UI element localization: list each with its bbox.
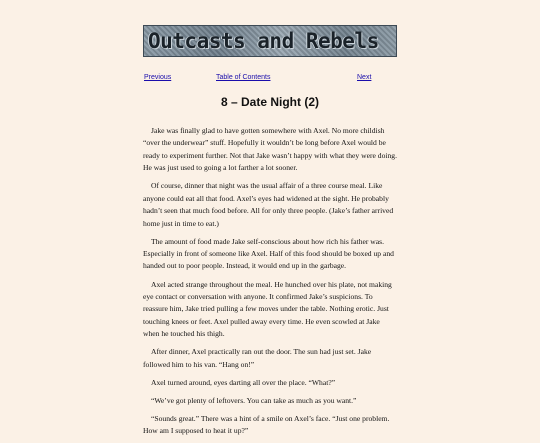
story-paragraph: Axel acted strange throughout the meal. He hunched over his plate, not making eye contact or conversation with anyone. It confirmed Jake’s suspicions. To reassure him, Jake tried pulling a few moves under the table. Nothing erotic. Just touching knees or feet. Axel pulled away every time. He even scowled at Jake when he touched his thigh. bbox=[143, 279, 392, 339]
page-container bbox=[143, 25, 397, 443]
story-paragraph: Jake was finally glad to have gotten somewhere with Axel. No more childish “over the underwear” stuff. Hopefully it wouldn’t be long before Axel would be ready to experiment further. Not that Jake wasn’t happy with what they were doing. He was just used to going a lot farther a lot sooner. bbox=[143, 126, 397, 173]
chapter-navigation bbox=[143, 74, 397, 86]
story-paragraph: “We’ve got plenty of leftovers. You can take as much as you want.” bbox=[151, 395, 357, 405]
next-link[interactable]: Next bbox=[357, 74, 372, 81]
story-paragraph: “Sounds great.” There was a hint of a smile on Axel’s face. “Just one problem. How am I supposed to heat it up?” bbox=[143, 413, 390, 436]
story-text bbox=[143, 125, 397, 438]
site-banner[interactable] bbox=[143, 25, 397, 57]
story-paragraph: The amount of food made Jake self-conscious about how rich his father was. Especially in front of someone like Axel. Half of this food should be boxed up and handed out to poor people. Instead, it would end up in the garbage. bbox=[143, 236, 394, 271]
story-paragraph: Axel turned around, eyes darting all over the place. “What?” bbox=[151, 377, 336, 387]
story-paragraph: After dinner, Axel practically ran out the door. The sun had just set. Jake followed him to his van. “Hang on!” bbox=[143, 347, 372, 369]
previous-link[interactable]: Previous bbox=[144, 74, 172, 81]
story-paragraph: Of course, dinner that night was the usual affair of a three course meal. Like anyone could eat all that food. Axel’s eyes had widened at the sight. He probably hadn’t seen that much food before. All for only three people. (Jake’s father arrived home just in time to eat.) bbox=[143, 181, 394, 228]
site-title: Outcasts and Rebels bbox=[148, 29, 379, 53]
chapter-title: 8 – Date Night (2) bbox=[220, 95, 319, 109]
table-of-contents-link[interactable]: Table of Contents bbox=[216, 74, 271, 81]
